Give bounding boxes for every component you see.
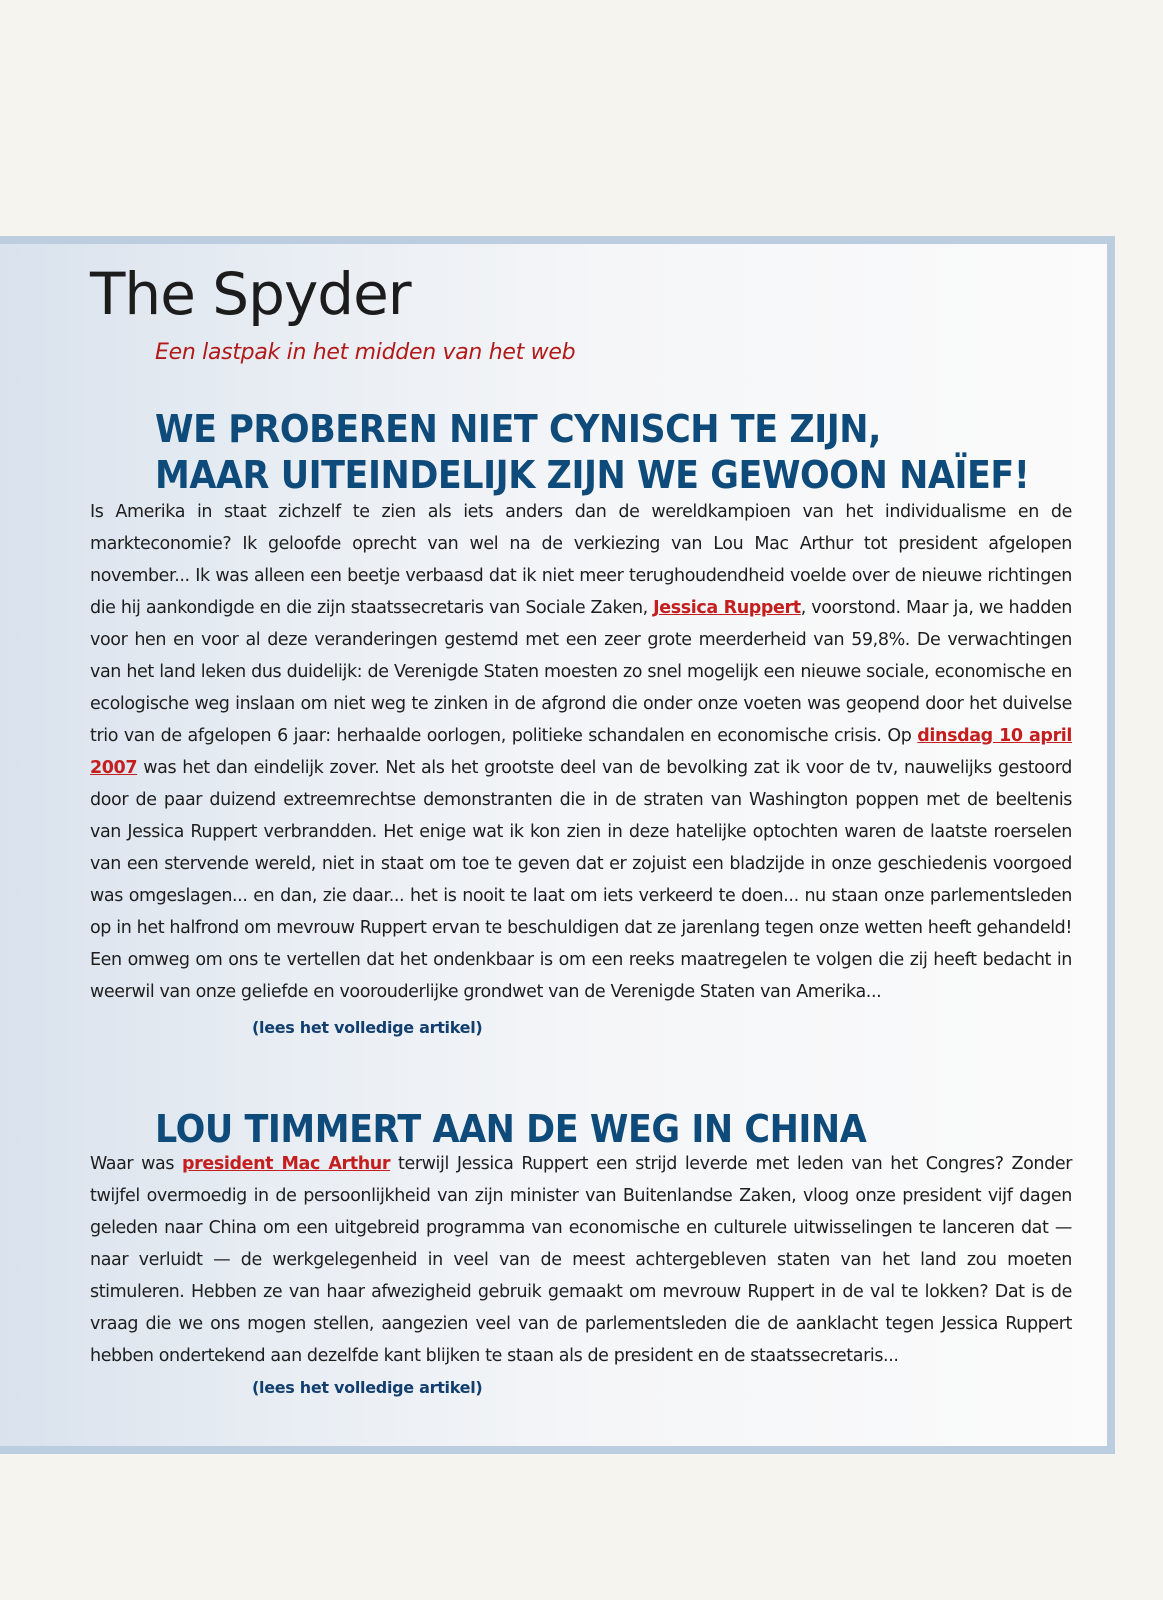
read-more-link-2[interactable]: (lees het volledige artikel) <box>252 1378 483 1397</box>
content-panel <box>0 244 1107 1446</box>
body-text: terwijl Jessica Ruppert een strijd leverde met leden van het Congres? Zonder twijfel overmoedig in de persoonlijkheid van zijn minister van Buitenlandse Zaken, vloog onze president vijf dagen geleden naar China om een uitgebreid programma van economische en culturele uitwisselingen te lanceren dat — naar verluidt — de werkgelegenheid in veel van de meest achtergebleven staten van het land zou moeten stimuleren. Hebben ze van haar afwezigheid gebruik gemaakt om mevrouw Ruppert in de val te lokken? Dat is de vraag die we ons mogen stellen, aangezien veel van de parlementsleden die de aanklacht tegen Jessica Ruppert hebben ondertekend aan dezelfde kant blijken te staan als de president en de staatssecretaris... <box>90 1154 1072 1366</box>
body-text: Waar was <box>90 1154 183 1174</box>
article-1-headline <box>155 406 1029 498</box>
article-2-body <box>90 1148 1072 1372</box>
link-president-mac-arthur[interactable]: president Mac Arthur <box>182 1154 391 1174</box>
link-date[interactable]: dinsdag 10 april 2007 <box>90 726 1072 778</box>
read-more-link-1[interactable]: (lees het volledige artikel) <box>252 1018 483 1037</box>
site-title: The Spyder <box>90 260 411 328</box>
content-frame <box>0 236 1115 1454</box>
site-tagline: Een lastpak in het midden van het web <box>155 340 576 365</box>
body-text: , voorstond. Maar ja, we hadden voor hen en voor al deze veranderingen gestemd met een zeer grote meerderheid van 59,8%. De verwachtingen van het land leken dus duidelijk: de Verenigde Staten moesten zo snel mogelijk een nieuwe sociale, economische en ecologische weg inslaan om niet weg te zinken in de afgrond die onder onze voeten was geopend door het duivelse trio van de afgelopen 6 jaar: herhaalde oorlogen, politieke schandalen en economische crisis. Op <box>90 598 1073 746</box>
body-text: Is Amerika in staat zichzelf te zien als iets anders dan de wereldkampioen van het individualisme en de markteconomie? Ik geloofde oprecht van wel na de verkiezing van Lou Mac Arthur tot president afgelopen november... Ik was alleen een beetje verbaasd dat ik niet meer terughoudendheid voelde over de nieuwe richtingen die hij aankondigde en die zijn staatssecretaris van Sociale Zaken, <box>90 502 1072 618</box>
link-jessica-ruppert[interactable]: Jessica Ruppert <box>653 598 801 618</box>
article-1-body <box>90 496 1072 1008</box>
body-text: was het dan eindelijk zover. Net als het grootste deel van de bevolking zat ik voor de tv, nauwelijks gestoord door de paar duizend extreemrechtse demonstranten die in de straten van Washington poppen met de beeltenis van Jessica Ruppert verbrandden. Het enige wat ik kon zien in deze hatelijke optochten waren de laatste roerselen van een stervende wereld, niet in staat om toe te geven dat er zojuist een bladzijde in onze geschiedenis voorgoed was omgeslagen... en dan, zie daar... het is nooit te laat om iets verkeerd te doen... nu staan onze parlementsleden op in het halfrond om mevrouw Ruppert ervan te beschuldigen dat ze jarenlang tegen onze wetten heeft gehandeld! Een omweg om ons te vertellen dat het ondenkbaar is om een reeks maatregelen te volgen die zij heeft bedacht in weerwil van onze geliefde en voorouderlijke grondwet van de Verenigde Staten van Amerika... <box>90 758 1072 1002</box>
article-2-headline: LOU TIMMERT AAN DE WEG IN CHINA <box>155 1107 867 1151</box>
headline-line-1: WE PROBEREN NIET CYNISCH TE ZIJN, <box>155 407 881 451</box>
headline-line-2: MAAR UITEINDELIJK ZIJN WE GEWOON NAÏEF! <box>155 453 1030 497</box>
